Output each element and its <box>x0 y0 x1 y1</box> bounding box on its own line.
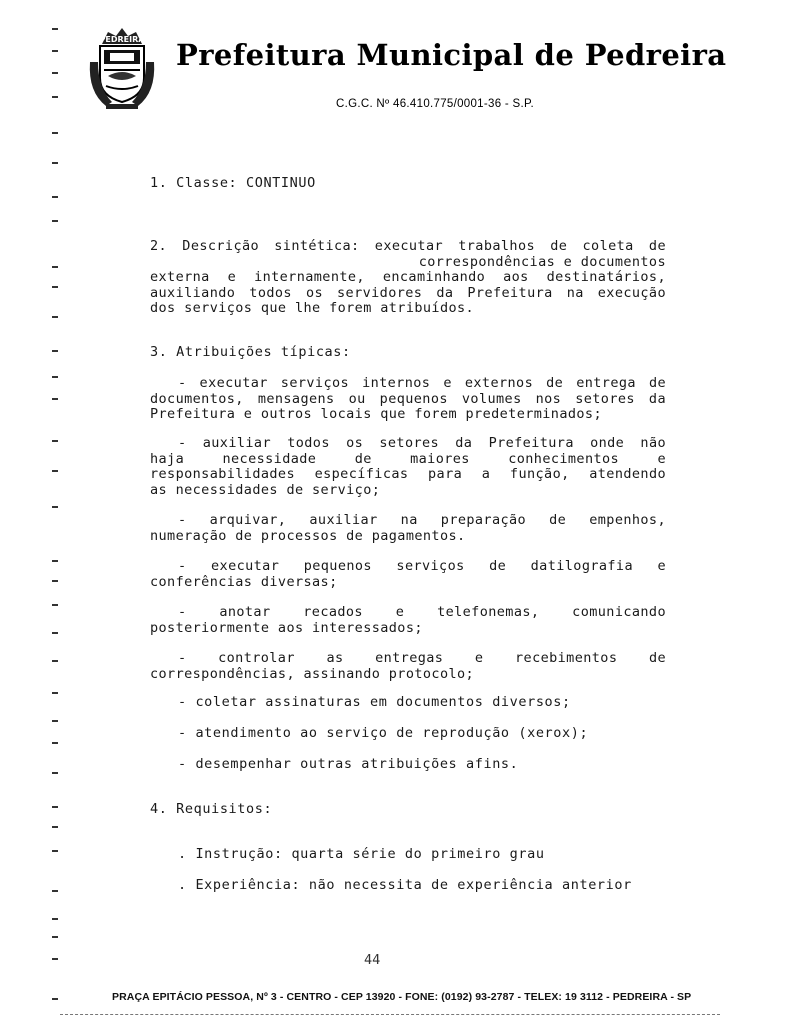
letterhead-cgc: C.G.C. Nº 46.410.775/0001-36 - S.P. <box>336 98 534 110</box>
page-number: 44 <box>364 952 381 968</box>
text-line: externa e internamente, encaminhando aos destinatários, <box>150 269 666 285</box>
text-line: auxiliando todos os servidores da Prefeitura na execução <box>150 284 666 301</box>
text-line: - executar serviços internos e externos de entrega de <box>178 375 666 391</box>
text-line: - executar pequenos serviços de datilografia e <box>178 558 666 574</box>
text-line: 2. Descrição sintética: executar trabalhos de coleta de <box>150 238 666 254</box>
attribution-item <box>150 376 666 423</box>
svg-text:PEDREIRA: PEDREIRA <box>99 35 145 44</box>
text-line: responsabilidades específicas para a função, atendendo <box>150 466 666 482</box>
attribution-item: - desempenhar outras atribuições afins. <box>178 756 519 772</box>
section-classe: 1. Classe: CONTINUO <box>150 175 316 191</box>
text-line: - arquivar, auxiliar na preparação de empenhos, <box>178 512 666 528</box>
text-line: conferências diversas; <box>150 573 338 590</box>
margin-specks <box>52 20 64 1020</box>
text-line: dos serviços que lhe forem atribuídos. <box>150 300 475 316</box>
text-line: posteriormente aos interessados; <box>150 619 423 636</box>
text-line: numeração de processos de pagamentos. <box>150 527 466 544</box>
text-line: - anotar recados e telefonemas, comunicando <box>178 604 666 620</box>
attribution-item <box>150 605 666 636</box>
section-descricao <box>150 239 666 317</box>
bottom-divider <box>60 1014 720 1016</box>
section-requisitos-heading: 4. Requisitos: <box>150 801 273 817</box>
text-line: as necessidades de serviço; <box>150 481 381 498</box>
requirement-item: . Instrução: quarta série do primeiro grau <box>178 846 545 862</box>
attribution-item: - atendimento ao serviço de reprodução (xerox); <box>178 725 589 741</box>
text-line: - controlar as entregas e recebimentos de <box>178 650 666 666</box>
attribution-item <box>150 559 666 590</box>
attribution-item <box>150 513 666 544</box>
text-line: correspondências e documentos <box>418 253 666 270</box>
text-line: - auxiliar todos os setores da Prefeitura onde não <box>178 435 666 451</box>
attribution-item: - coletar assinaturas em documentos diversos; <box>178 694 571 710</box>
requirement-item: . Experiência: não necessita de experiência anterior <box>178 877 632 893</box>
section-atribuicoes-heading: 3. Atribuições típicas: <box>150 344 351 360</box>
text-line: correspondências, assinando protocolo; <box>150 665 475 682</box>
city-crest-icon <box>86 22 158 114</box>
attribution-item <box>150 436 666 498</box>
text-line: Prefeitura e outros locais que forem predeterminados; <box>150 406 602 422</box>
attribution-item <box>150 651 666 682</box>
text-line: documentos, mensagens ou pequenos volumes nos setores da <box>150 390 666 407</box>
letterhead-footer: PRAÇA EPITÁCIO PESSOA, Nº 3 - CENTRO - CEP 13920 - FONE: (0192) 93-2787 - TELEX: 19 3112 - PEDREIRA - SP <box>112 991 692 1003</box>
text-line: haja necessidade de maiores conhecimentos e <box>150 450 666 467</box>
letterhead-title: Prefeitura Municipal de Pedreira <box>176 38 727 72</box>
